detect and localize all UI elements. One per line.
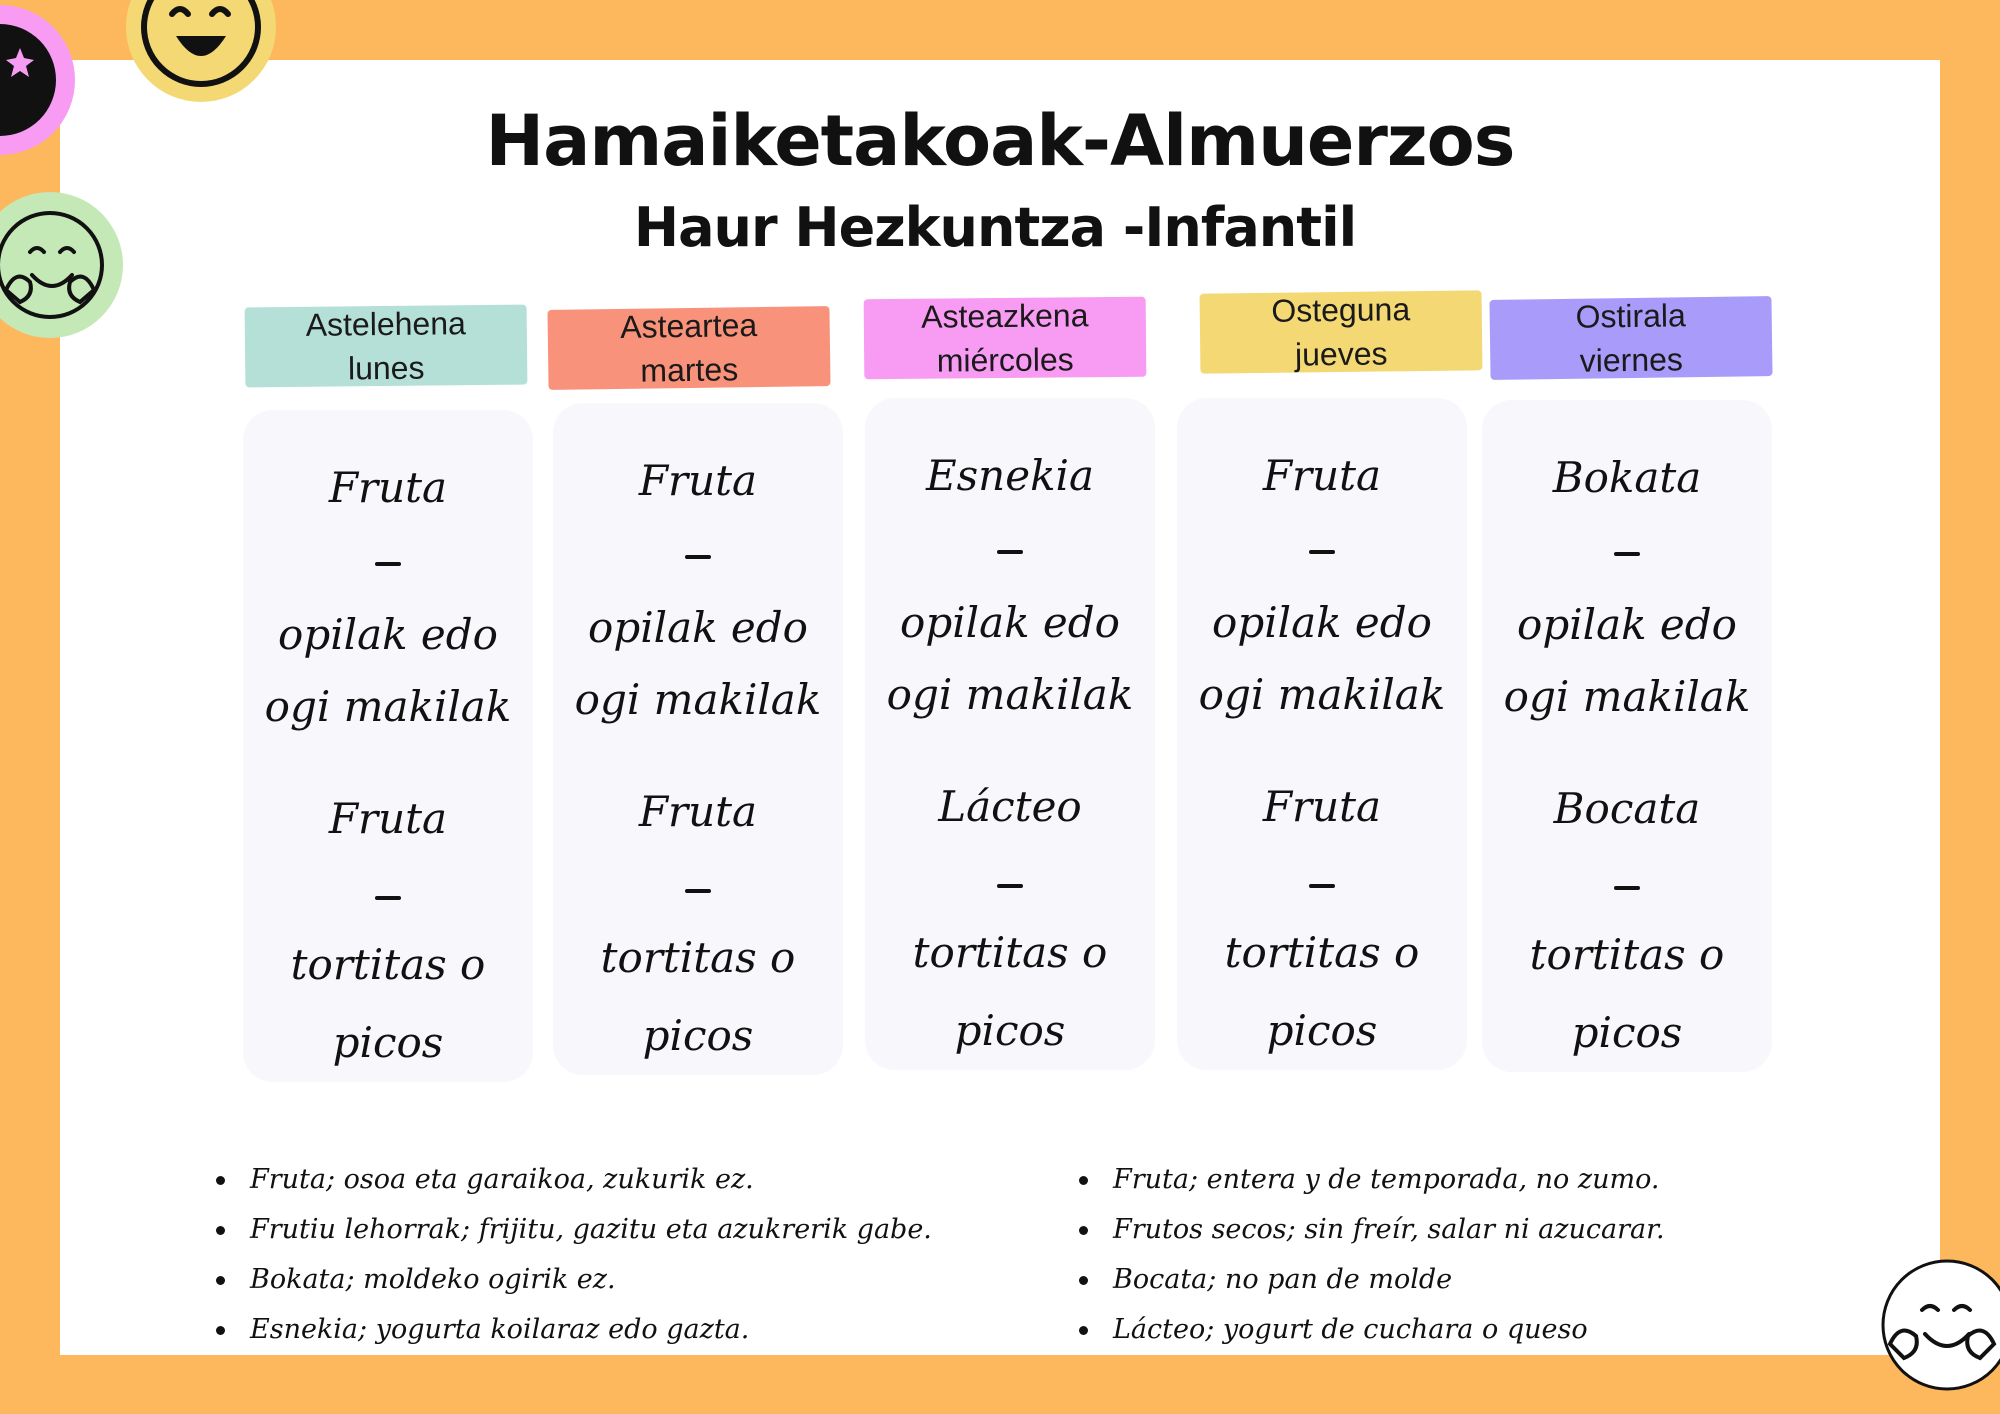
- separator-dash: [375, 562, 401, 566]
- card-snack-1-line2: ogi makilak: [1503, 672, 1751, 721]
- note-item: Fruta; osoa eta garaikoa, zukurik ez.: [212, 1155, 932, 1205]
- card-snack-2-line2: picos: [1571, 1008, 1683, 1057]
- card-item-1: Esnekia: [925, 451, 1095, 500]
- separator-dash: [1309, 550, 1335, 554]
- day-header-friday: [1489, 296, 1772, 380]
- card-snack-1-line2: ogi makilak: [1198, 670, 1446, 719]
- note-item: Frutos secos; sin freír, salar ni azucarar.: [1075, 1205, 1665, 1255]
- day-header-monday: [245, 305, 528, 388]
- page-subtitle: Haur Hezkuntza -Infantil: [633, 196, 1357, 259]
- card-item-2: Bocata: [1553, 784, 1701, 833]
- card-item-1: Bokata: [1552, 453, 1702, 502]
- day-translation: viernes: [1579, 341, 1684, 379]
- card-snack-1-line1: opilak edo: [278, 610, 498, 659]
- page-title: Hamaiketakoak-Almuerzos: [485, 100, 1515, 182]
- note-item: Esnekia; yogurta koilaraz edo gazta.: [212, 1305, 932, 1355]
- menu-card-tuesday: [553, 403, 843, 1075]
- separator-dash: [1614, 886, 1640, 890]
- menu-card-thursday: [1177, 398, 1467, 1070]
- notes-basque: [212, 1155, 932, 1355]
- hands-smile-outline-emoji-icon: [1880, 1258, 2000, 1392]
- card-snack-1-line1: opilak edo: [900, 598, 1120, 647]
- day-name: Asteartea: [619, 307, 758, 345]
- day-name: Ostirala: [1575, 297, 1687, 335]
- menu-card-wednesday: [865, 398, 1155, 1070]
- card-item-1: Fruta: [1262, 451, 1382, 500]
- card-item-2: Fruta: [638, 787, 758, 836]
- card-snack-2-line1: tortitas o: [1224, 928, 1420, 977]
- note-item: Lácteo; yogurt de cuchara o queso: [1075, 1305, 1665, 1355]
- card-snack-2-line2: picos: [1266, 1006, 1378, 1055]
- card-item-2: Lácteo: [938, 782, 1082, 831]
- note-item: Bocata; no pan de molde: [1075, 1255, 1665, 1305]
- separator-dash: [685, 555, 711, 559]
- card-snack-1-line1: opilak edo: [1212, 598, 1432, 647]
- day-translation: miércoles: [936, 341, 1074, 379]
- card-snack-1-line2: ogi makilak: [886, 670, 1134, 719]
- card-snack-2-line2: picos: [332, 1018, 444, 1067]
- card-snack-2-line1: tortitas o: [1529, 930, 1725, 979]
- separator-dash: [997, 884, 1023, 888]
- menu-card-monday: [243, 410, 533, 1082]
- card-snack-1-line2: ogi makilak: [574, 675, 822, 724]
- laughing-emoji-icon: [124, 0, 278, 104]
- separator-dash: [997, 550, 1023, 554]
- card-snack-2-line1: tortitas o: [912, 928, 1108, 977]
- separator-dash: [375, 896, 401, 900]
- day-header-thursday: [1200, 290, 1483, 373]
- notes-spanish: [1075, 1155, 1665, 1355]
- card-item-2: Fruta: [328, 794, 448, 843]
- card-item-1: Fruta: [328, 463, 448, 512]
- day-translation: martes: [640, 351, 739, 389]
- day-translation: lunes: [347, 349, 425, 387]
- separator-dash: [1614, 552, 1640, 556]
- card-snack-1-line1: opilak edo: [588, 603, 808, 652]
- separator-dash: [685, 889, 711, 893]
- day-header-tuesday: [547, 306, 830, 390]
- day-header-wednesday: [864, 297, 1147, 379]
- day-translation: jueves: [1294, 335, 1388, 373]
- card-item-1: Fruta: [638, 456, 758, 505]
- card-snack-1-line2: ogi makilak: [264, 682, 512, 731]
- menu-card-friday: [1482, 400, 1772, 1072]
- note-item: Fruta; entera y de temporada, no zumo.: [1075, 1155, 1665, 1205]
- card-snack-2-line2: picos: [954, 1006, 1066, 1055]
- day-name: Osteguna: [1271, 291, 1411, 329]
- card-snack-2-line1: tortitas o: [600, 933, 796, 982]
- card-item-2: Fruta: [1262, 782, 1382, 831]
- note-item: Bokata; moldeko ogirik ez.: [212, 1255, 932, 1305]
- day-name: Asteazkena: [921, 297, 1089, 335]
- day-name: Astelehena: [305, 305, 467, 343]
- card-snack-2-line2: picos: [642, 1011, 754, 1060]
- separator-dash: [1309, 884, 1335, 888]
- card-snack-1-line1: opilak edo: [1517, 600, 1737, 649]
- card-snack-2-line1: tortitas o: [290, 940, 486, 989]
- note-item: Frutiu lehorrak; frijitu, gazitu eta azukrerik gabe.: [212, 1205, 932, 1255]
